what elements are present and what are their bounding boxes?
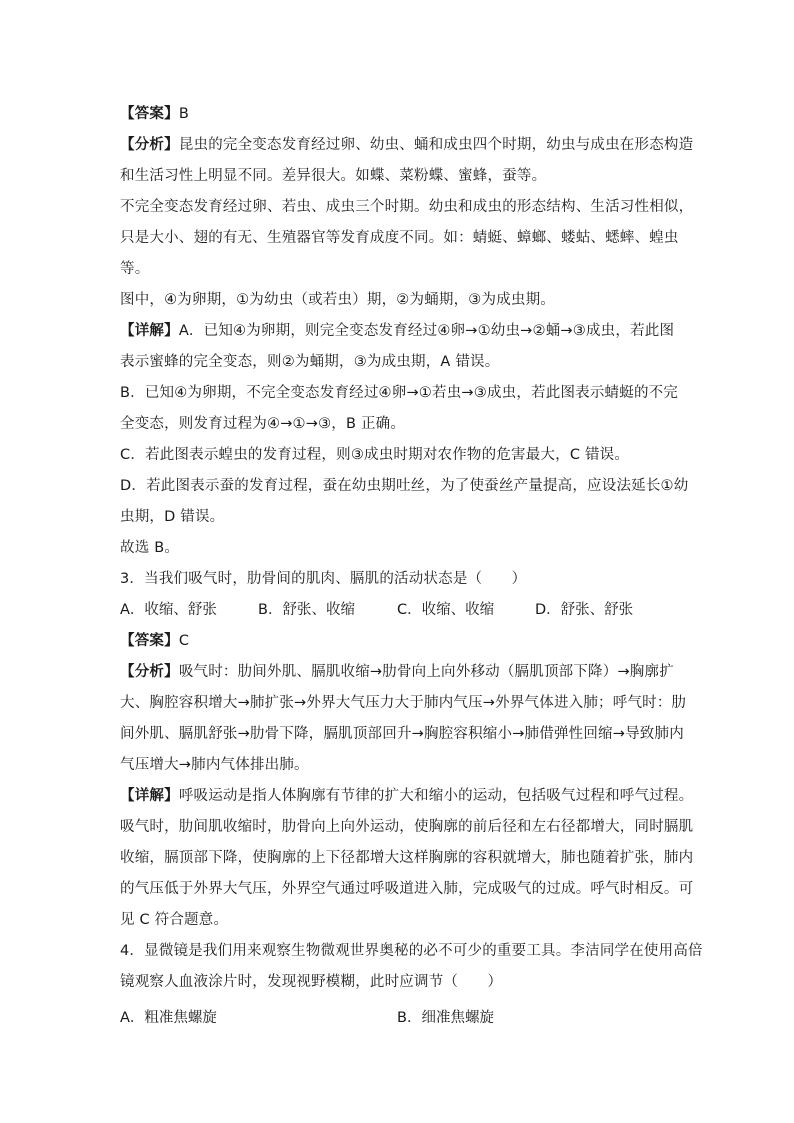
answer-tag: 【答案】 [120, 106, 179, 122]
q2-analysis-line-5: 等。 [120, 261, 150, 277]
q2-detail-line-4: 全变态，则发育过程为④→①→③，B 正确。 [120, 416, 406, 432]
q3-detail-line-4: 的气压低于外界大气压，外界空气通过呼吸道进入肺，完成吸气的过成。呼气时相反。可 [120, 881, 694, 897]
q2-answer [120, 104, 189, 124]
q3-answer [120, 631, 189, 651]
q3-detail-line-3: 收缩，膈顶部下降，使胸廓的上下径都增大这样胸廓的容积就增大，肺也随着扩张，肺内 [120, 850, 694, 866]
q3-analysis-line-2: 大、胸腔容积增大→肺扩张→外界大气压力大于肺内气压→外界气体进入肺；呼气时：肋 [120, 695, 687, 711]
detail-text: A．已知④为卵期，则完全变态发育经过④卵→①幼虫→②蛹→③成虫，若此图 [178, 323, 675, 339]
q2-detail-line-5: C．若此图表示蝗虫的发育过程，则③成虫时期对农作物的危害最大，C 错误。 [120, 447, 630, 463]
analysis-tag: 【分析】 [120, 137, 179, 153]
q2-analysis-line-3: 不完全变态发育经过卵、若虫、成虫三个时期。幼虫和成虫的形态结构、生活习性相似， [120, 199, 694, 215]
q3-question: 3．当我们吸气时，肋骨间的肌肉、膈肌的活动状态是（ ） [120, 571, 527, 587]
answer-tag: 【答案】 [120, 633, 179, 649]
detail-tag: 【详解】 [120, 788, 179, 804]
detail-tag: 【详解】 [120, 323, 179, 339]
answer-value: C [178, 633, 190, 649]
q4-option-a: A．粗准焦螺旋 [120, 1010, 217, 1026]
q2-detail-line-6: D．若此图表示蚕的发育过程，蚕在幼虫期吐丝，为了使蚕丝产量提高，应设法延长①幼 [120, 478, 689, 494]
q4-question-line-1: 4．显微镜是我们用来观察生物微观世界奥秘的必不可少的重要工具。李洁同学在使用高倍 [120, 943, 703, 959]
q3-analysis-line-3: 间外肌、膈肌舒张→肋骨下降，膈肌顶部回升→胸腔容积缩小→肺借弹性回缩→导致肺内 [120, 726, 684, 742]
answer-value: B [178, 106, 189, 122]
q3-option-d: D．舒张、舒张 [535, 602, 634, 618]
q2-detail-line-7: 虫期，D 错误。 [120, 509, 225, 525]
q4-option-b: B．细准焦螺旋 [397, 1010, 494, 1026]
q3-option-b: B．舒张、收缩 [258, 602, 355, 618]
q3-analysis-line-4: 气压增大→肺内气体排出肺。 [120, 757, 309, 773]
analysis-tag: 【分析】 [120, 664, 179, 680]
q3-analysis-line-1 [120, 662, 674, 682]
q3-option-c: C．收缩、收缩 [397, 602, 495, 618]
q2-analysis-line-2: 和生活习性上明显不同。差异很大。如蝶、菜粉蝶、蜜蜂，蚕等。 [120, 168, 547, 184]
detail-text: 呼吸运动是指人体胸廓有节律的扩大和缩小的运动，包括吸气过程和呼气过程。 [178, 788, 694, 804]
analysis-text: 昆虫的完全变态发育经过卵、幼虫、蛹和成虫四个时期，幼虫与成虫在形态构造 [178, 137, 694, 153]
analysis-text: 吸气时：肋间外肌、膈肌收缩→肋骨向上向外移动（膈肌顶部下降）→胸廓扩 [178, 664, 674, 680]
q2-analysis-line-1 [120, 135, 693, 155]
q3-option-a: A．收缩、舒张 [120, 602, 217, 618]
q2-detail-line-3: B．已知④为卵期，不完全变态发育经过④卵→①若虫→③成虫，若此图表示蜻蜓的不完 [120, 385, 679, 401]
q3-detail-line-2: 吸气时，肋间肌收缩时，肋骨向上向外运动，使胸廓的前后径和左右径都增大，同时膈肌 [120, 819, 694, 835]
q4-question-line-2: 镜观察人血液涂片时，发现视野模糊，此时应调节（ ） [120, 974, 503, 990]
q2-detail-line-2: 表示蜜蜂的完全变态，则②为蛹期，③为成虫期，A 错误。 [120, 354, 500, 370]
q2-detail-line-1 [120, 321, 674, 341]
q2-analysis-line-6: 图中，④为卵期，①为幼虫（或若虫）期，②为蛹期，③为成虫期。 [120, 292, 555, 308]
q3-detail-line-1 [120, 786, 693, 806]
q2-analysis-line-4: 只是大小、翅的有无、生殖器官等发育成度不同。如：蜻蜓、蟑螂、蝼蛄、蟋蟀、蝗虫 [120, 230, 679, 246]
q3-detail-line-5: 见 C 符合题意。 [120, 912, 229, 928]
q2-conclusion: 故选 B。 [120, 540, 180, 556]
